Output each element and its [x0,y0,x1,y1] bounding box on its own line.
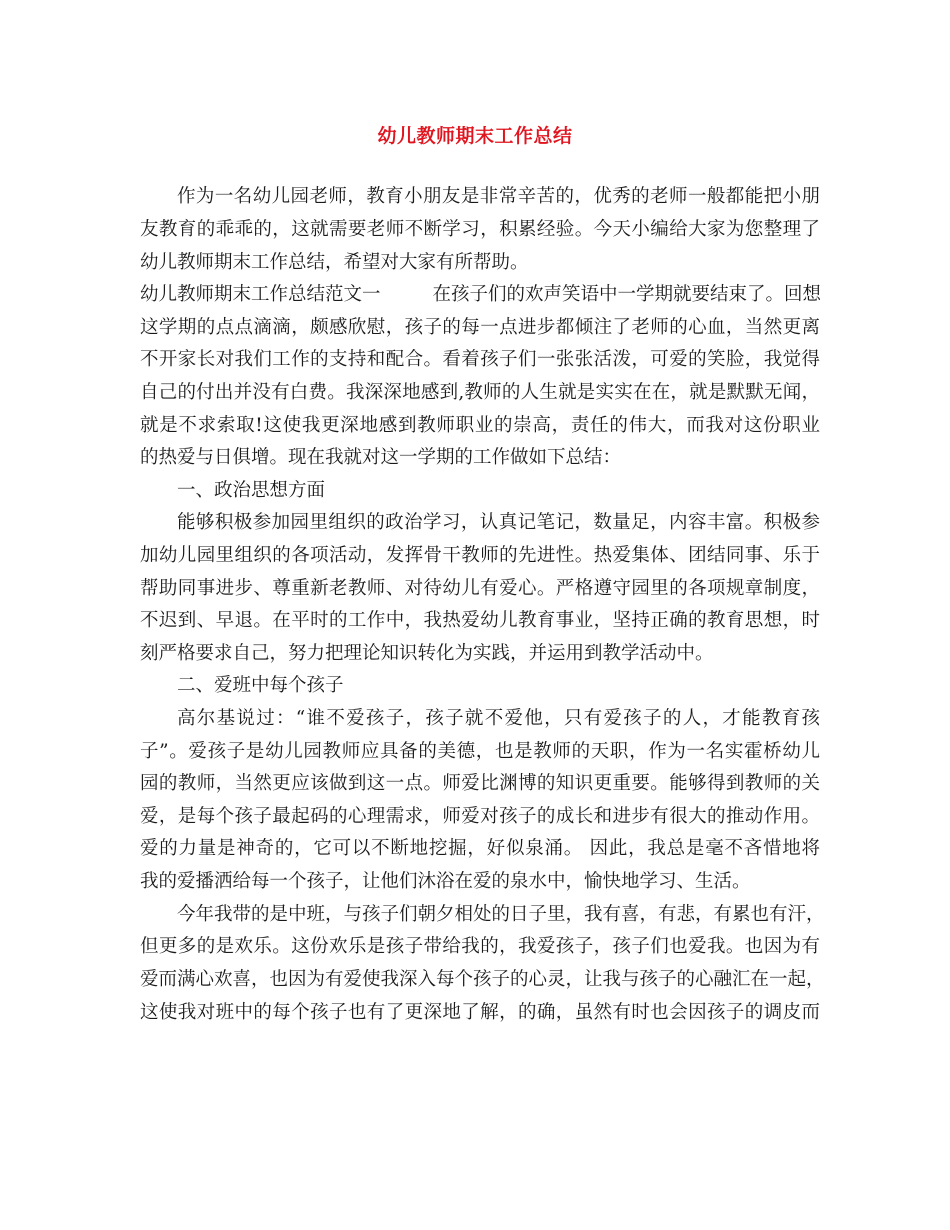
body-line: 爱，是每个孩子最起码的心理需求，师爱对孩子的成长和进步有很大的推动作用。 [140,806,820,827]
body-line: 一、政治思想方面 [177,480,326,501]
body-line [140,282,820,308]
document-title: 幼儿教师期末工作总结 [377,125,573,147]
body-line: 爱的力量是神奇的，它可以不断地挖掘，好似泉涌。 因此，我总是毫不吝惜地将 [140,838,820,859]
body-line: 园的教师，当然更应该做到这一点。师爱比渊博的知识更重要。能够得到教师的关 [140,773,820,794]
body-line: 不开家长对我们工作的支持和配合。看着孩子们一张张活泼，可爱的笑脸，我觉得 [140,349,820,370]
body-line: 自己的付出并没有白费。我深深地感到,教师的人生就是实实在在，就是默默无闻， [140,382,820,403]
body-line: 爱而满心欢喜，也因为有爱使我深入每个孩子的心灵，让我与孩子的心融汇在一起， [140,969,825,990]
body-line: 子”。爱孩子是幼儿园教师应具备的美德，也是教师的天职，作为一名实霍桥幼儿 [140,741,820,762]
body-line: 能够积极参加园里组织的政治学习，认真记笔记，数量足，内容丰富。积极参 [177,512,820,533]
body-line: 就是不求索取!这使我更深地感到教师职业的崇高，责任的伟大，而我对这份职业 [140,415,820,436]
line-text: 在孩子们的欢声笑语中一学期就要结束了。回想 [432,284,822,305]
body-line: 帮助同事进步、尊重新老教师、对待幼儿有爱心。严格遵守园里的各项规章制度， [140,578,820,599]
body-line: 友教育的乖乖的，这就需要老师不断学习，积累经验。今天小编给大家为您整理了 [140,219,820,240]
body-line: 高尔基说过：“谁不爱孩子，孩子就不爱他，只有爱孩子的人，才能教育孩 [177,708,820,729]
section-heading: 幼儿教师期末工作总结范文一 [140,284,381,305]
body-line: 幼儿教师期末工作总结，希望对大家有所帮助。 [140,252,529,273]
body-line: 但更多的是欢乐。这份欢乐是孩子带给我的，我爱孩子，孩子们也爱我。也因为有 [140,936,820,957]
body-line: 这使我对班中的每个孩子也有了更深地了解，的确，虽然有时也会因孩子的调皮而 [140,1002,820,1023]
body-line: 今年我带的是中班，与孩子们朝夕相处的日子里，我有喜，有悲，有累也有汗， [177,904,825,925]
body-line: 刻严格要求自己，努力把理论知识转化为实践，并运用到教学活动中。 [140,643,714,664]
body-line: 作为一名幼儿园老师，教育小朋友是非常辛苦的，优秀的老师一般都能把小朋 [177,186,820,207]
body-line: 加幼儿园里组织的各项活动，发挥骨干教师的先进性。热爱集体、团结同事、乐于 [140,545,820,566]
body-line: 二、爱班中每个孩子 [177,675,344,696]
body-line: 的热爱与日俱增。现在我就对这一学期的工作做如下总结： [140,447,622,468]
body-line: 这学期的点点滴滴，颇感欣慰，孩子的每一点进步都倾注了老师的心血，当然更离 [140,317,820,338]
body-line: 我的爱播洒给每一个孩子，让他们沐浴在爱的泉水中，愉快地学习、生活。 [140,871,751,892]
body-line: 不迟到、早退。在平时的工作中，我热爱幼儿教育事业，坚持正确的教育思想，时 [140,610,820,631]
